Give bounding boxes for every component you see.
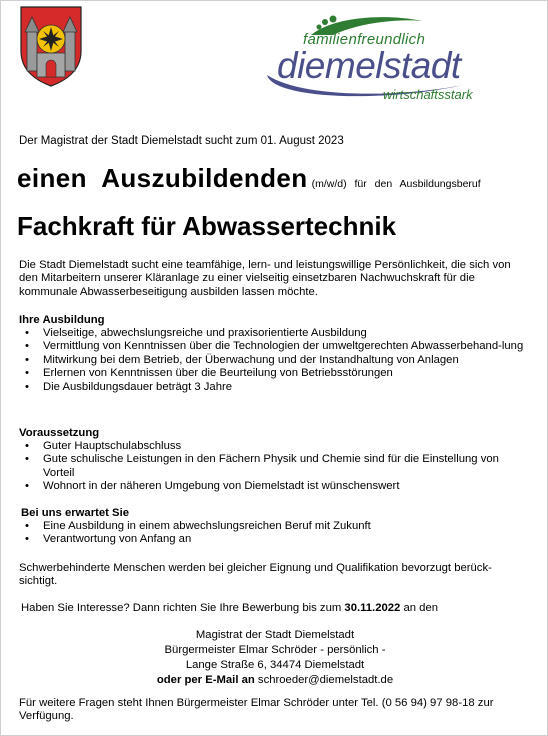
town-coat-of-arms-icon [19, 5, 83, 87]
headline-suffix: (m/w/d) für den Ausbildungsberuf [311, 178, 481, 190]
list-item: • Mitwirkung bei dem Betrieb, der Überwachung und der Instandhaltung von Anlagen [21, 354, 526, 367]
list-item: • Gute schulische Leistungen in den Fächern Physik und Chemie sind für die Einstellung von Vorteil [21, 453, 526, 480]
contact-text: Für weitere Fragen steht Ihnen Bürgermeister Elmar Schröder unter Tel. (0 56 94) 97 98-18 zur Verfügung. [19, 697, 494, 723]
section-heading-offer: Bei uns erwartet Sie [21, 507, 129, 519]
disability-note: Schwerbehinderte Menschen werden bei gleicher Eignung und Qualifikation bevorzugt berück-sichtigt. [19, 562, 492, 588]
list-item: • Eine Ausbildung in einem abwechslungsreichen Beruf mit Zukunft [21, 520, 526, 533]
description: Die Stadt Diemelstadt sucht eine teamfähige, lern- und leistungswillige Persönlichkeit, die sich von den Mitarbeitern unserer Kläranlage zu einer vielseitig einsetzbaren Nachwuchskraft für die kommunale Abwasserbeseitigung ausbilden lassen möchte. [19, 259, 511, 298]
headline-main: einen Auszubildenden [17, 163, 308, 193]
address-line-1: Magistrat der Stadt Diemelstadt [195, 629, 355, 641]
headline [17, 163, 481, 194]
email-link[interactable]: schroeder@diemelstadt.de [254, 674, 394, 686]
diemelstadt-logo [263, 13, 503, 105]
list-item: • Vermittlung von Kenntnissen über die Technologien der umweltgerechten Abwasserbehand-lung [21, 340, 526, 353]
list-item: • Erlernen von Kenntnissen über die Beurteilung von Betriebsstörungen [21, 367, 526, 380]
email-line: oder per E-Mail an schroeder@diemelstadt.de [156, 674, 394, 686]
apply-text: Haben Sie Interesse? Dann richten Sie Ihre Bewerbung bis zum 30.11.2022 an den [21, 602, 439, 614]
logo-city-name: diemelstadt [277, 45, 461, 86]
requirements-list [21, 440, 526, 494]
list-item: • Die Ausbildungsdauer beträgt 3 Jahre [21, 381, 526, 394]
address-block [1, 628, 548, 688]
offer-list [21, 520, 526, 547]
logo-tagline-bottom: wirtschaftsstark [383, 87, 473, 102]
list-item: • Vielseitige, abwechslungsreiche und praxisorientierte Ausbildung [21, 327, 526, 340]
intro-text: Der Magistrat der Stadt Diemelstadt sucht zum 01. August 2023 [19, 135, 344, 147]
logo-tagline-top: familienfreundlich [303, 31, 426, 48]
training-list [21, 327, 526, 394]
deadline-date: 30.11.2022 [344, 602, 401, 614]
section-heading-training: Ihre Ausbildung [19, 314, 105, 326]
address-line-2: Bürgermeister Elmar Schröder - persönlich - [164, 644, 386, 656]
list-item: • Wohnort in der näheren Umgebung von Diemelstadt ist wünschenswert [21, 480, 526, 493]
list-item: • Verantwortung von Anfang an [21, 533, 526, 546]
address-line-3: Lange Straße 6, 34474 Diemelstadt [185, 659, 365, 671]
job-title: Fachkraft für Abwassertechnik [17, 211, 397, 241]
section-heading-requirements: Voraussetzung [19, 427, 100, 439]
list-item: • Guter Hauptschulabschluss [21, 440, 526, 453]
